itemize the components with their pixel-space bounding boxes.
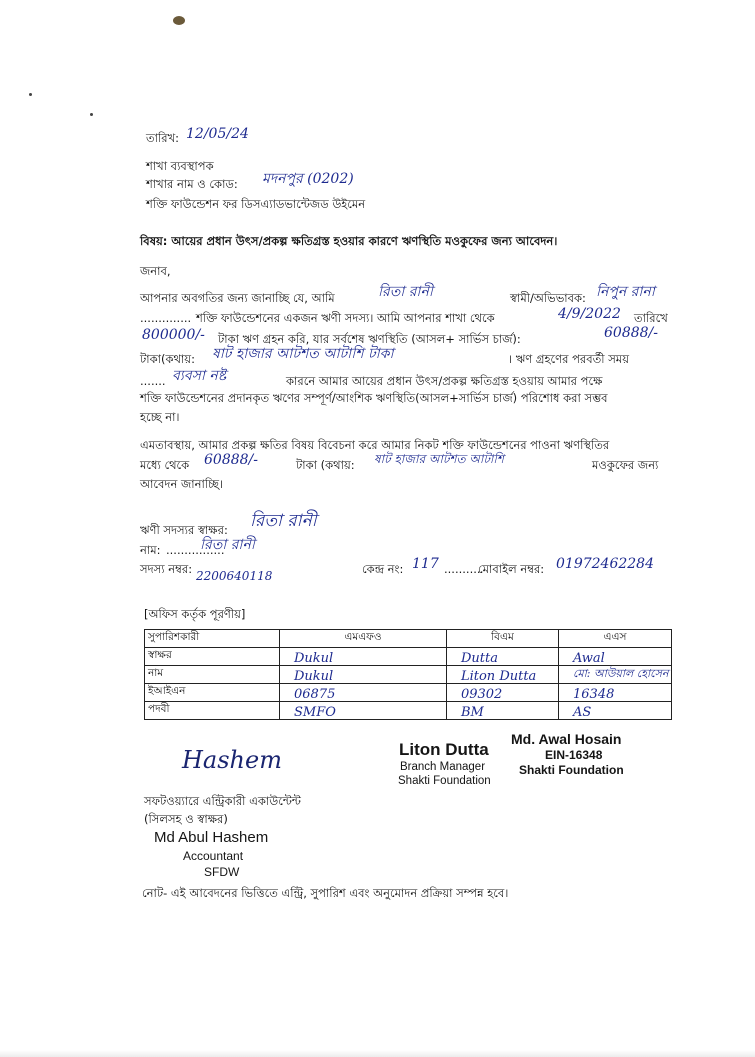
- scan-speck: [173, 16, 185, 25]
- office-caption: [অফিস কর্তৃক পূরণীয়]: [144, 607, 246, 621]
- body1-s2: স্বামী/অভিভাবক:: [510, 291, 586, 305]
- body1-s3: শক্তি ফাউন্ডেশনের একজন ঋণী সদস্য। আমি আপনার শাখা থেকে: [196, 311, 495, 325]
- waive-words-value: ষাট হাজার আটশত আটাশি: [374, 452, 504, 466]
- as-stamp-ein: EIN-16348: [545, 748, 603, 762]
- date-value: 12/05/24: [186, 126, 249, 142]
- accountant-stamp-org: SFDW: [204, 865, 240, 879]
- bm-stamp-title: Branch Manager: [400, 761, 486, 773]
- office-row-name: [145, 666, 672, 684]
- office-cell: [559, 702, 672, 720]
- member-name-label: নাম:: [140, 543, 161, 557]
- office-cell: [280, 648, 447, 666]
- date-line: [146, 131, 179, 145]
- org-name: শক্তি ফাউন্ডেশন ফর ডিসএ্যাডভান্টেজড উইমেন: [146, 197, 366, 211]
- member-center-value: 117: [412, 556, 439, 572]
- body1-dots: .......: [140, 374, 166, 388]
- scan-speck: [90, 113, 93, 116]
- body2-s5: আবেদন জানাচ্ছি।: [140, 477, 224, 491]
- member-id-value: 2200640118: [196, 569, 273, 583]
- office-cell-value: Dukul: [294, 651, 334, 666]
- office-cell: [446, 684, 558, 702]
- body2-s3: টাকা (কথায়:: [296, 458, 355, 472]
- office-row-label: পদবী: [145, 702, 280, 720]
- accountant-caption-2: (সিলসহ ও স্বাক্ষর): [144, 812, 228, 826]
- office-cell-value: 16348: [573, 687, 615, 702]
- office-cell: [446, 702, 558, 720]
- body2-s1: এমতাবস্থায়, আমার প্রকল্প ক্ষতির বিষয় বিবেচনা করে আমার নিকট শক্তি ফাউন্ডেশনের পাওনা ঋণস্থিতির: [140, 438, 610, 452]
- office-row-label: স্বাক্ষর: [145, 648, 280, 666]
- member-mobile-value: 01972462284: [556, 556, 654, 572]
- body1-s1: আপনার অবগতির জন্য জানাচ্ছি যে, আমি: [140, 291, 335, 305]
- office-cell-value: AS: [573, 705, 592, 720]
- body1-s4: তারিখে: [634, 311, 668, 325]
- office-cell: [559, 666, 672, 684]
- office-cell-value: SMFO: [294, 705, 336, 720]
- office-cell-value: Dutta: [460, 651, 498, 666]
- body2-s4: মওকুফের জন্য: [592, 458, 659, 472]
- office-header: এএস: [559, 630, 672, 648]
- waive-amount-value: 60888/-: [204, 452, 258, 468]
- office-cell: [446, 648, 558, 666]
- addressee-title: শাখা ব্যবস্থাপক: [146, 159, 214, 173]
- member-id-label: সদস্য নম্বর:: [140, 562, 193, 576]
- office-row-ein: [145, 684, 672, 702]
- member-center-dots: ..........: [444, 562, 481, 576]
- office-row-designation: [145, 702, 672, 720]
- body1-s9: শক্তি ফাউন্ডেশনের প্রদানকৃত ঋণের সম্পূর্ণ/আংশিক ঋণস্থিতি(আসল+সার্ভিস চার্জ) পরিশোধ করা সম্ভব: [140, 391, 608, 405]
- office-cell: [559, 648, 672, 666]
- as-stamp-org: Shakti Foundation: [519, 763, 624, 777]
- member-name-hw: রিতা রানী: [200, 537, 255, 553]
- office-cell-value: Liton Dutta: [460, 669, 537, 684]
- member-sign-value: রিতা রানী: [250, 511, 317, 531]
- loan-date-value: 4/9/2022: [558, 306, 621, 322]
- office-cell: [280, 684, 447, 702]
- member-name-value: রিতা রানী: [378, 284, 433, 300]
- body2-s2: মধ্যে থেকে: [140, 458, 190, 472]
- guardian-value: নিপুন রানা: [596, 284, 655, 300]
- branch-value: মদনপুর (0202): [262, 171, 354, 187]
- body1-s7: । ঋণ গ্রহণের পরবর্তী সময়: [508, 352, 629, 366]
- office-header: সুপারিশকারী: [145, 630, 280, 648]
- body1-s5: টাকা ঋণ গ্রহন করি, যার সর্বশেষ ঋণস্থিতি (আসল+ সার্ভিস চার্জ):: [218, 332, 521, 346]
- subject: বিষয়: আয়ের প্রধান উৎস/প্রকল্প ক্ষতিগ্রস্ত হওয়ার কারণে ঋণস্থিতি মওকুফের জন্য আবেদন।: [140, 234, 558, 248]
- office-row-label: নাম: [145, 666, 280, 684]
- balance-value: 60888/-: [604, 325, 658, 341]
- office-header-row: [145, 630, 672, 648]
- date-label: তারিখ:: [146, 131, 180, 145]
- office-cell-value: Awal: [573, 651, 605, 666]
- member-sign-label: ঋণী সদস্যর স্বাক্ষর:: [140, 523, 228, 537]
- as-stamp-name: Md. Awal Hosain: [511, 731, 622, 747]
- member-center-label: কেন্দ্র নং:: [362, 562, 404, 576]
- reason-value: ব্যবসা নষ্ট: [172, 368, 227, 384]
- office-cell: [280, 666, 447, 684]
- footer-note: নোট- এই আবেদনের ভিত্তিতে এন্ট্রি, সুপারিশ এবং অনুমোদন প্রক্রিয়া সম্পন্ন হবে।: [142, 886, 509, 900]
- office-cell-value: Dukul: [294, 669, 334, 684]
- office-cell-value: 06875: [294, 687, 336, 702]
- accountant-stamp-name: Md Abul Hashem: [154, 829, 269, 846]
- office-row-signature: [145, 648, 672, 666]
- office-row-label: ইআইএন: [145, 684, 280, 702]
- bm-stamp-org: Shakti Foundation: [398, 775, 491, 787]
- office-header: বিএম: [446, 630, 558, 648]
- words-value: ষাট হাজার আটশত আটাশি টাকা: [212, 346, 394, 362]
- office-cell-value: 09302: [460, 687, 503, 702]
- office-table: [144, 629, 672, 720]
- loan-amount-value: 800000/-: [142, 327, 205, 343]
- bm-stamp-name: Liton Dutta: [399, 740, 489, 759]
- branch-label: শাখার নাম ও কোড:: [146, 177, 238, 191]
- accountant-signature: Hashem: [182, 746, 282, 774]
- body1-s3-dots: ..............: [140, 311, 192, 325]
- scan-speck: [29, 93, 32, 96]
- member-mobile-label: মোবাইল নম্বর:: [478, 562, 545, 576]
- member-name-dots: ................: [166, 543, 225, 557]
- office-cell-value: মো: আউয়াল হোসেন: [573, 667, 669, 680]
- salutation: জনাব,: [140, 264, 171, 278]
- body1-s8: কারনে আমার আয়ের প্রধান উৎস/প্রকল্প ক্ষতিগ্রস্ত হওয়ায় আমার পক্ষে: [286, 374, 603, 388]
- accountant-stamp-title: Accountant: [183, 849, 244, 863]
- office-cell: [446, 666, 558, 684]
- body1-s6: টাকা(কথায়:: [140, 352, 195, 366]
- office-cell: [280, 702, 447, 720]
- office-header: এমএফও: [280, 630, 447, 648]
- scan-edge: [0, 1050, 755, 1057]
- office-cell: [559, 684, 672, 702]
- office-cell-value: BM: [460, 705, 484, 720]
- accountant-caption-1: সফটওয়্যারে এন্ট্রিকারী একাউন্টেন্ট: [144, 794, 301, 808]
- body1-s10: হচ্ছে না।: [140, 410, 180, 424]
